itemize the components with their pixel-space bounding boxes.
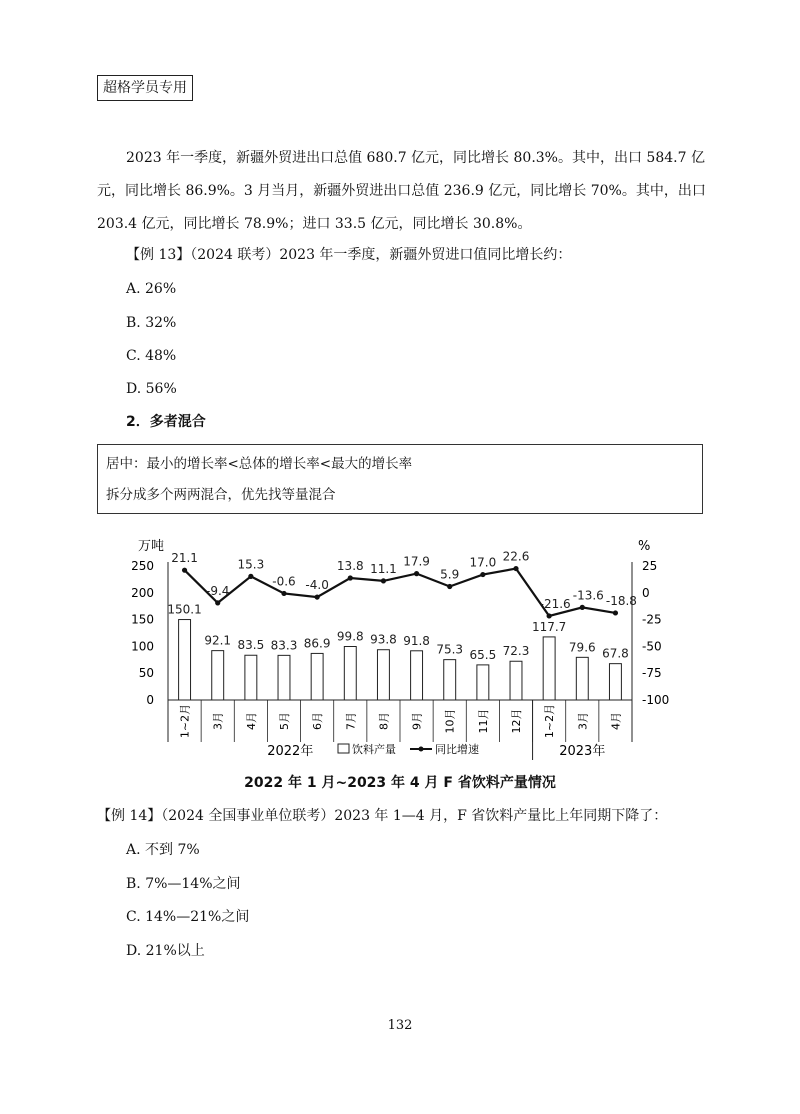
bar-value-label: 79.6 (568, 640, 596, 655)
chart-caption: 2022 年 1 月~2023 年 4 月 F 省饮料产量情况 (244, 775, 556, 791)
growth-rate-label: 17.0 (469, 555, 497, 570)
bar-value-label: 67.8 (602, 646, 629, 661)
bar-output (477, 665, 489, 700)
growth-rate-label: 11.1 (370, 561, 397, 576)
bar-output (377, 650, 389, 700)
left-tick-label: 0 (146, 693, 154, 707)
bar-output (311, 653, 323, 700)
x-tick-label: 9月 (410, 712, 424, 730)
x-tick-label: 4月 (609, 712, 623, 730)
bar-output (543, 637, 555, 700)
x-tick-label: 3月 (576, 712, 590, 730)
rule-box (97, 444, 703, 514)
left-tick-label: 150 (131, 612, 154, 627)
bar-value-label: 91.8 (403, 633, 430, 648)
x-tick-label: 1~2月 (543, 703, 557, 739)
q13-option-a: A. 26% (126, 281, 177, 297)
x-tick-label: 5月 (278, 712, 291, 730)
bar-value-label: 83.5 (237, 638, 265, 653)
right-tick-label: -75 (642, 666, 662, 681)
growth-rate-point (480, 572, 485, 577)
growth-rate-point (381, 578, 386, 583)
right-tick-label: -25 (642, 612, 662, 627)
growth-rate-label: -4.0 (305, 578, 329, 593)
rule-line-2: 拆分成多个两两混合，优先找等量混合 (106, 487, 336, 503)
growth-rate-label: -18.8 (605, 593, 637, 608)
growth-rate-label: -21.6 (539, 596, 571, 611)
right-tick-label: 25 (642, 559, 658, 573)
bar-value-label: 72.3 (502, 644, 530, 659)
context-paragraph: 2023 年一季度，新疆外贸进出口总值 680.7 亿元，同比增长 80.3%。其中，出口 584.7 亿元，同比增长 86.9%。3 月当月，新疆外贸进出口总值 236.9 亿元，同比增长 70%。其中，出口 203.4 亿元，同比增长 78.9%；进口 33.5 亿元，同比增长 30.8%。 (97, 150, 706, 232)
growth-rate-label: 22.6 (502, 549, 530, 564)
legend-bar-swatch (338, 744, 349, 753)
growth-rate-point (547, 613, 552, 618)
bar-value-label: 75.3 (436, 642, 464, 657)
q13-option-b: B. 32% (126, 315, 177, 331)
right-axis-unit: % (638, 539, 651, 554)
growth-rate-label: 17.9 (403, 554, 430, 569)
x-tick-label: 8月 (377, 712, 391, 730)
bar-value-label: 86.9 (303, 636, 331, 651)
growth-rate-point (248, 574, 253, 579)
usage-stamp: 超格学员专用 (97, 75, 193, 101)
right-tick-label: -50 (642, 639, 662, 654)
growth-rate-point (215, 600, 220, 605)
growth-rate-point (580, 605, 585, 610)
bar-output (179, 620, 191, 700)
legend-bar-label: 饮料产量 (352, 743, 396, 756)
growth-rate-point (281, 591, 286, 596)
bar-value-label: 150.1 (167, 602, 202, 617)
bar-output (344, 647, 356, 700)
q14-option-a: A. 不到 7% (126, 842, 200, 858)
bar-output (245, 655, 257, 700)
growth-rate-label: 21.1 (171, 551, 198, 566)
left-tick-label: 200 (131, 585, 154, 600)
growth-rate-label: 15.3 (237, 557, 265, 572)
growth-rate-label: 5.9 (440, 567, 460, 582)
x-tick-label: 1~2月 (178, 703, 192, 739)
legend-line-marker (419, 747, 424, 752)
page-number: 132 (387, 1018, 413, 1033)
growth-rate-label: 13.8 (336, 559, 364, 574)
growth-rate-point (414, 571, 419, 576)
bar-output (444, 660, 456, 700)
growth-rate-label: -9.4 (206, 583, 230, 598)
q14-option-c: C. 14%—21%之间 (126, 909, 250, 925)
x-tick-label: 11月 (476, 708, 490, 734)
x-tick-label: 10月 (443, 708, 457, 734)
bar-value-label: 93.8 (370, 632, 397, 647)
q13-option-d: D. 56% (126, 381, 177, 397)
bar-output (609, 664, 621, 700)
growth-rate-point (613, 610, 618, 615)
growth-rate-label: -0.6 (272, 574, 296, 589)
bar-output (278, 655, 290, 700)
q14-option-d: D. 21%以上 (126, 943, 205, 959)
beverage-output-chart (120, 530, 680, 766)
section-heading: 2．多者混合 (126, 414, 206, 430)
growth-rate-point (315, 594, 320, 599)
growth-rate-point (447, 584, 452, 589)
legend-line-label: 同比增速 (435, 743, 479, 756)
year-label: 2023年 (559, 744, 606, 759)
right-tick-label: 0 (642, 585, 650, 600)
left-tick-label: 250 (131, 559, 154, 573)
x-tick-label: 12月 (510, 708, 523, 734)
bar-output (576, 657, 588, 700)
q14-option-b: B. 7%—14%之间 (126, 876, 241, 892)
growth-rate-label: -13.6 (572, 588, 604, 603)
growth-rate-point (182, 568, 187, 573)
rule-line-1: 居中：最小的增长率<总体的增长率<最大的增长率 (106, 456, 413, 472)
right-tick-label: -100 (642, 693, 670, 707)
bar-output (212, 651, 224, 700)
left-tick-label: 50 (138, 666, 154, 681)
left-axis-unit: 万吨 (138, 539, 165, 554)
bar-value-label: 117.7 (531, 619, 567, 634)
question-14-stem: 【例 14】（2024 全国事业单位联考）2023 年 1—4 月，F 省饮料产量比上年同期下降了： (97, 808, 668, 824)
x-tick-label: 3月 (211, 712, 225, 730)
bar-value-label: 83.3 (270, 638, 298, 653)
left-tick-label: 100 (131, 639, 154, 654)
bar-output (510, 661, 522, 700)
question-13-stem: 【例 13】（2024 联考）2023 年一季度，新疆外贸进口值同比增长约： (126, 247, 572, 263)
year-label: 2022年 (267, 744, 314, 759)
x-tick-label: 4月 (244, 712, 258, 730)
growth-rate-point (348, 575, 353, 580)
bar-value-label: 99.8 (336, 629, 364, 644)
bar-value-label: 92.1 (204, 633, 232, 648)
bar-value-label: 65.5 (469, 647, 497, 662)
q13-option-c: C. 48% (126, 348, 177, 364)
bar-output (411, 651, 423, 700)
growth-rate-point (513, 566, 518, 571)
x-tick-label: 6月 (311, 712, 325, 730)
x-tick-label: 7月 (344, 712, 358, 730)
